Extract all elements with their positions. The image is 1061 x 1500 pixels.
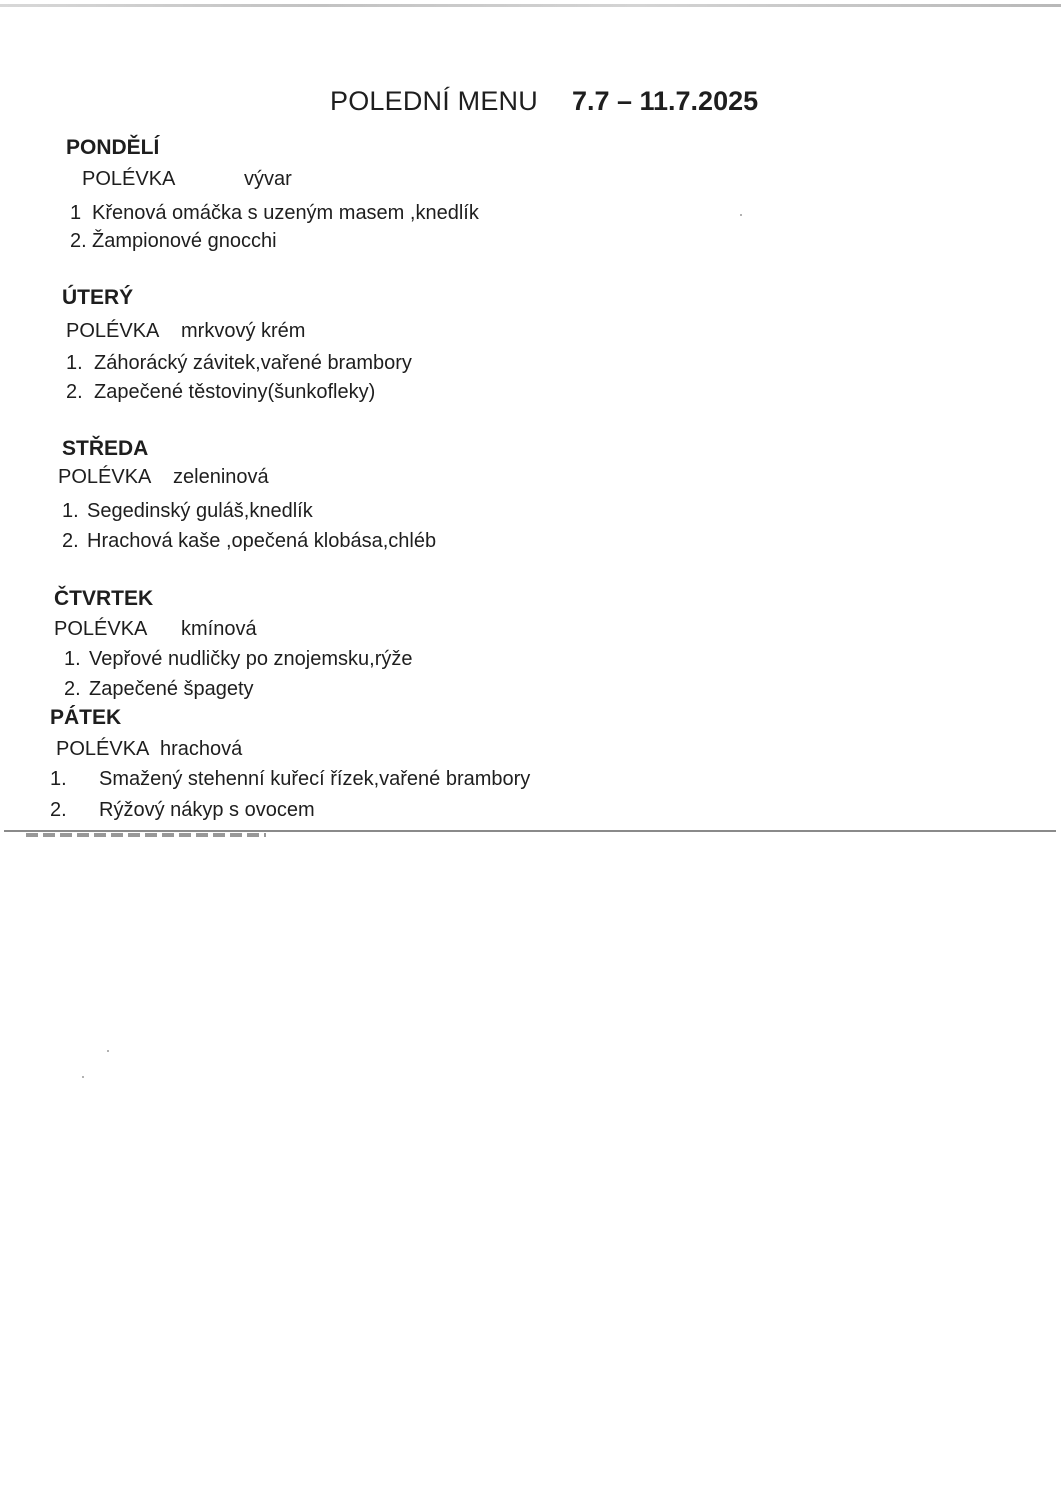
soup-name: vývar [244,168,292,190]
meal-2-thursday [64,678,254,701]
meal-text: Zapečené špagety [89,678,254,700]
soup-label: POLÉVKA [58,466,152,488]
page-cut-line [4,830,1056,832]
day-heading-wednesday: STŘEDA [62,437,149,460]
meal-text: Křenová omáčka s uzeným masem ,knedlík [92,202,479,224]
meal-number: 1. [62,500,79,522]
meal-text: Záhorácký závitek,vařené brambory [94,352,412,374]
meal-text: Zapečené těstoviny(šunkofleky) [94,381,376,403]
soup-name: zeleninová [173,466,269,488]
soup-name: mrkvový krém [181,320,306,342]
meal-number: 1. [66,352,83,374]
soup-line-friday [56,738,242,761]
scan-speck [82,1076,84,1078]
soup-label: POLÉVKA [56,738,150,760]
meal-2-wednesday [62,530,436,553]
meal-number: 2. [64,678,81,700]
day-heading-thursday: ČTVRTEK [54,587,154,610]
soup-line-monday [82,168,292,191]
meal-number: 2. [66,381,83,403]
meal-text: Hrachová kaše ,opečená klobása,chléb [87,530,437,552]
meal-number: 2. [70,230,87,252]
scan-speck [740,214,742,216]
soup-label: POLÉVKA [82,168,176,190]
meal-number: 1. [50,768,67,790]
soup-line-thursday [54,618,257,641]
meal-text: Segedinský guláš,knedlík [87,500,313,522]
meal-2-tuesday [66,381,375,404]
meal-2-monday [70,230,277,253]
meal-text: Rýžový nákyp s ovocem [99,799,315,821]
day-heading-friday: PÁTEK [50,706,122,729]
menu-date-range: 7.7 – 11.7.2025 [571,86,759,116]
meal-1-thursday [64,648,413,671]
day-heading-tuesday: ÚTERÝ [62,286,134,309]
meal-number: 1. [64,648,81,670]
meal-1-monday [70,202,479,225]
meal-number: 1 [70,202,82,224]
menu-title-label: POLEDNÍ MENU [330,86,538,116]
cut-off-text-fragment [26,833,266,837]
meal-2-friday [50,799,315,822]
meal-number: 2. [62,530,79,552]
scan-speck [107,1050,109,1052]
meal-text: Smažený stehenní kuřecí řízek,vařené brambory [99,768,531,790]
menu-title [330,86,758,117]
meal-text: Vepřové nudličky po znojemsku,rýže [89,648,413,670]
soup-label: POLÉVKA [54,618,148,640]
soup-line-tuesday [66,320,305,343]
scan-edge-top [0,4,1061,7]
soup-label: POLÉVKA [66,320,160,342]
day-heading-monday: PONDĚLÍ [66,136,160,159]
meal-text: Žampionové gnocchi [92,230,277,252]
meal-1-friday [50,768,530,791]
soup-name: kmínová [181,618,257,640]
soup-name: hrachová [160,738,243,760]
meal-1-tuesday [66,352,412,375]
meal-1-wednesday [62,500,313,523]
soup-line-wednesday [58,466,269,489]
meal-number: 2. [50,799,67,821]
